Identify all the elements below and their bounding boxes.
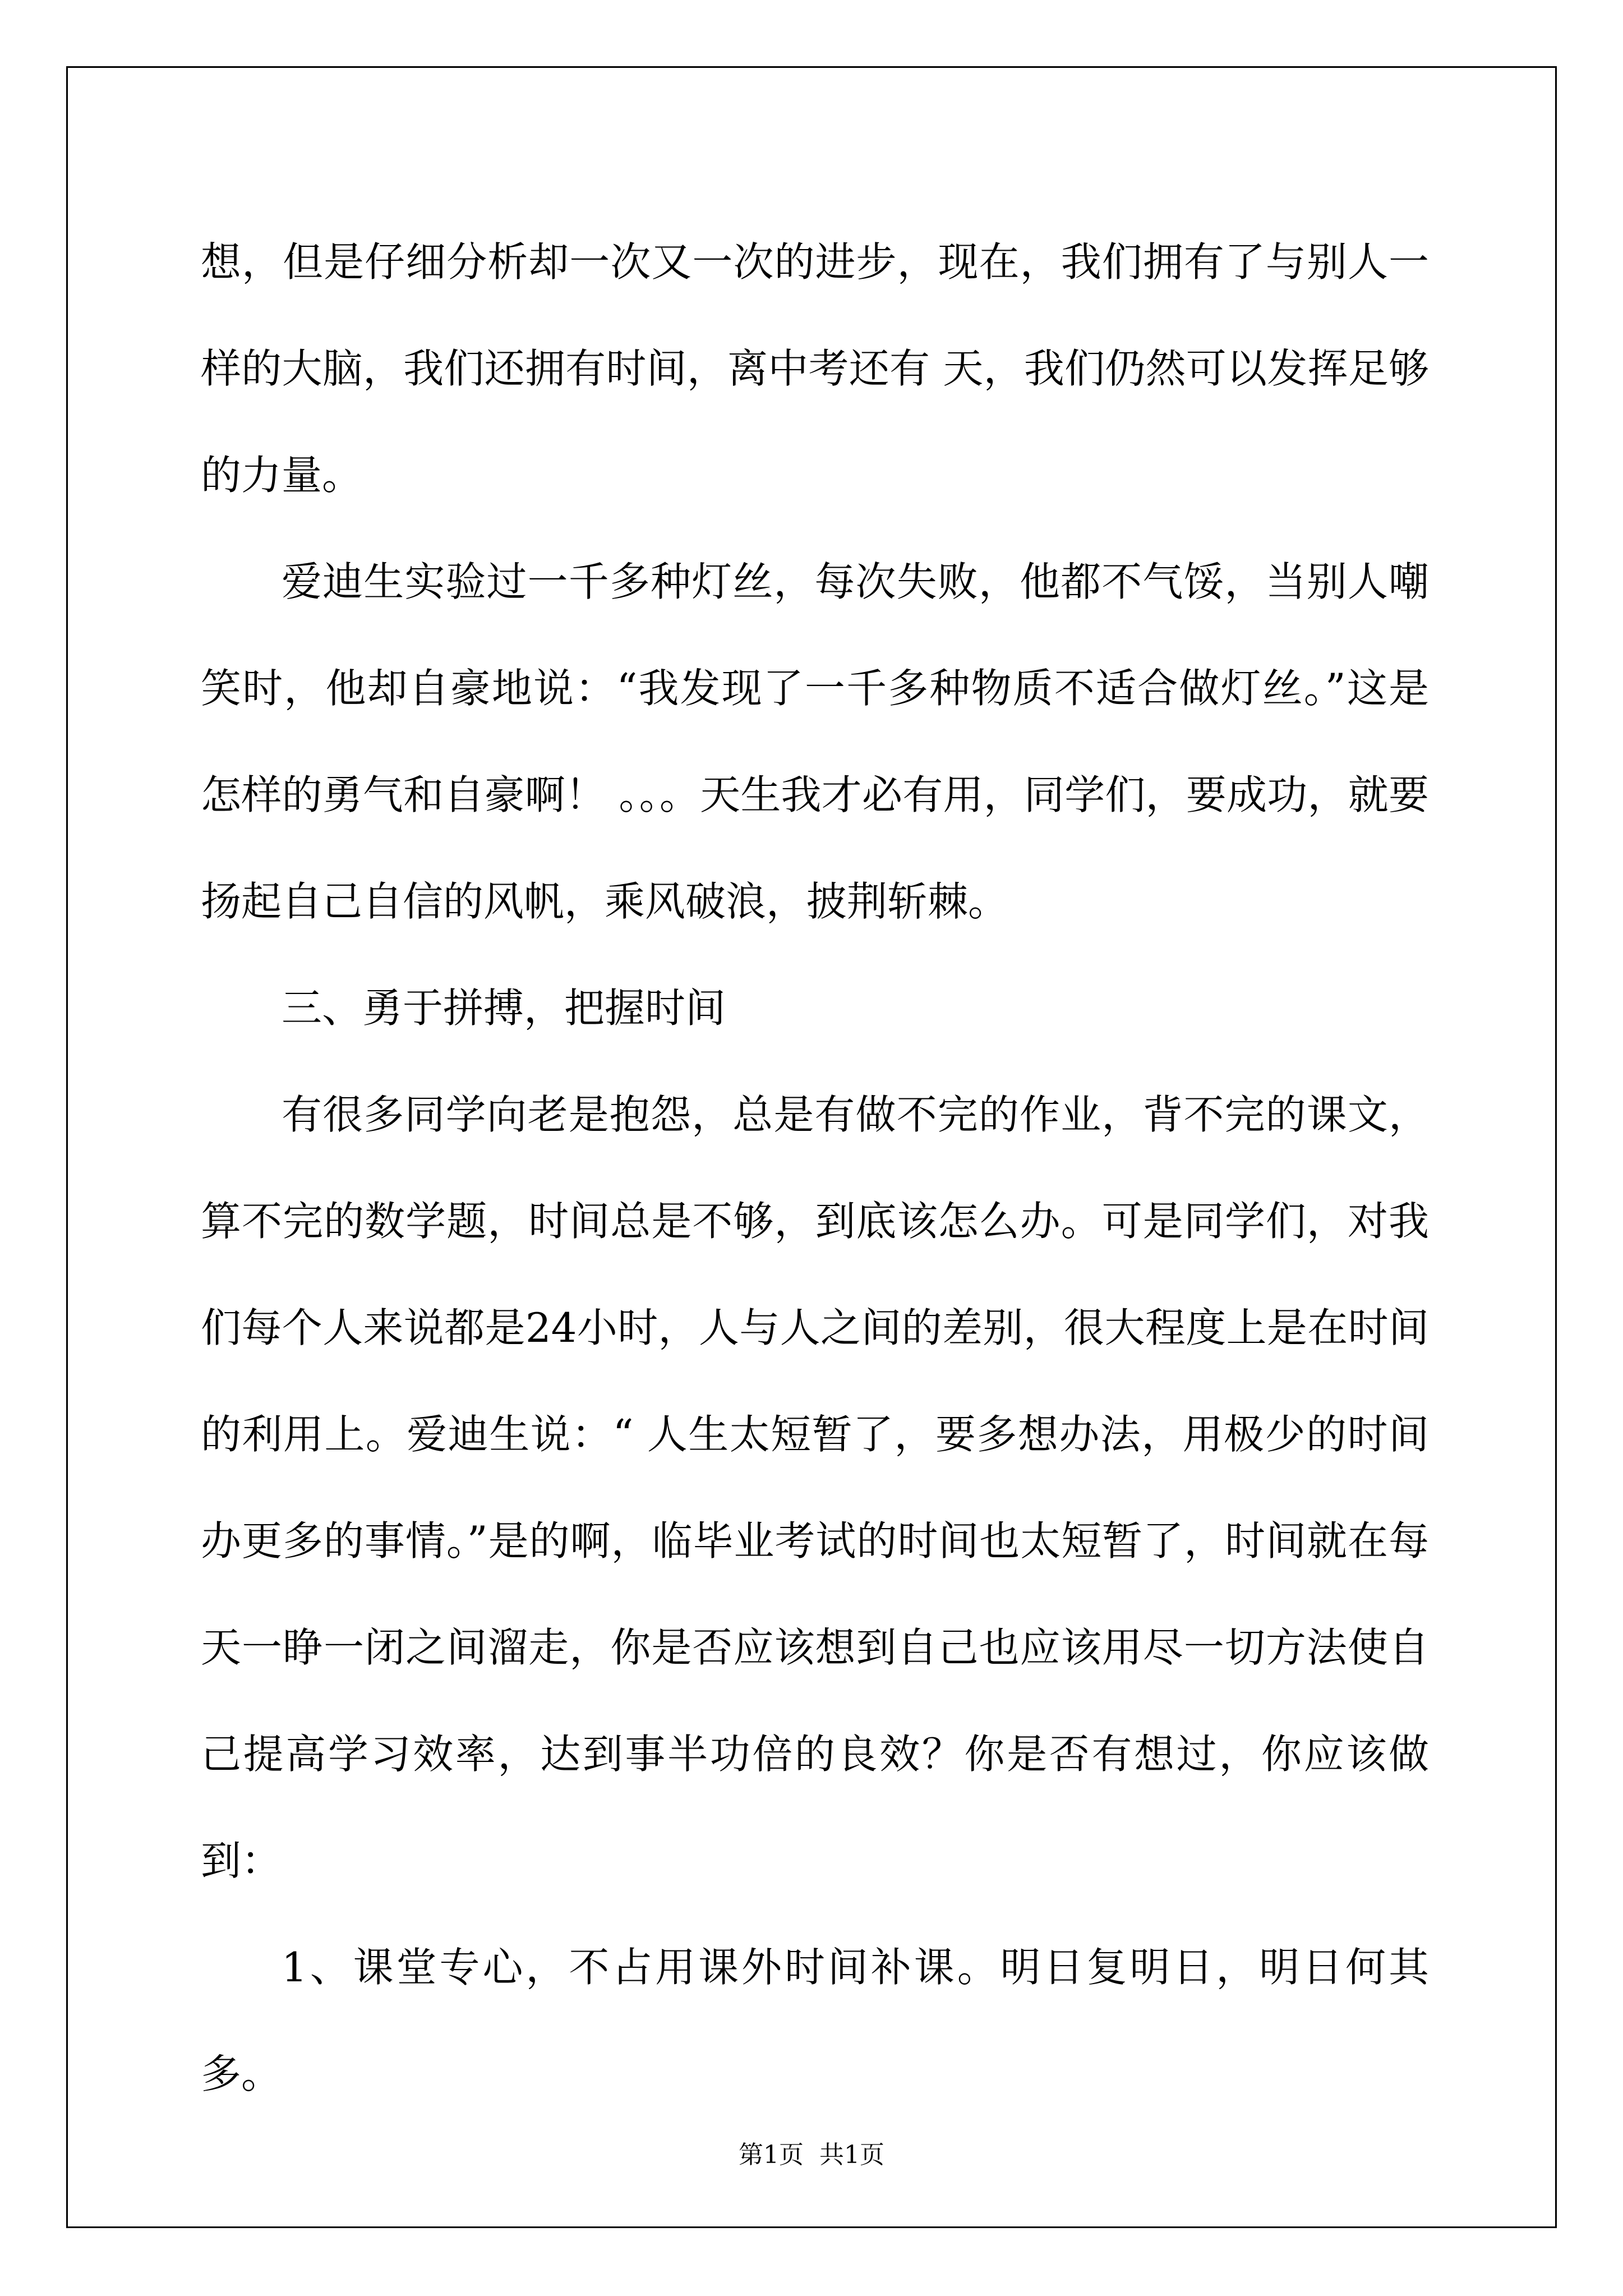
section-heading: 三、勇于拼搏，把握时间: [282, 984, 726, 1032]
paragraph-3: 有很多同学向老是抱怨，总是有做不完的作业，背不完的课文，算不完的数学题，时间总是不够，到底该怎么办。可是同学们，对我们每个人来说都是24小时，人与人之间的差别，很大程度上是在时间的利用上。爱迪生说：“ 人生太短暂了，要多想办法，用极少的时间办更多的事情。”是的啊，临毕业考试的时间也太短暂了，时间就在每天一睁一闭之间溜走，你是否应该想到自己也应该用尽一切方法使自己提高学习效率，达到事半功倍的良效？你是否有想过，你应该做到：: [201, 1091, 1429, 1884]
paragraph-2: 爱迪生实验过一千多种灯丝，每次失败，他都不气馁，当别人嘲笑时，他却自豪地说：“我发现了一千多种物质不适合做灯丝。”这是怎样的勇气和自豪啊！ 。。。天生我才必有用，同学们，要成功，就要扬起自己自信的风帆，乘风破浪，披荆斩棘。: [201, 558, 1429, 925]
document-body: [201, 209, 1429, 2127]
paragraph-1: 想，但是仔细分析却一次又一次的进步，现在，我们拥有了与别人一样的大脑，我们还拥有时间，离中考还有 天，我们仍然可以发挥足够的力量。: [201, 238, 1429, 499]
paragraph-4: 1、课堂专心，不占用课外时间补课。明日复明日，明日何其多。: [201, 1944, 1429, 2097]
page-number-footer: 第1页 共1页: [739, 2141, 884, 2169]
